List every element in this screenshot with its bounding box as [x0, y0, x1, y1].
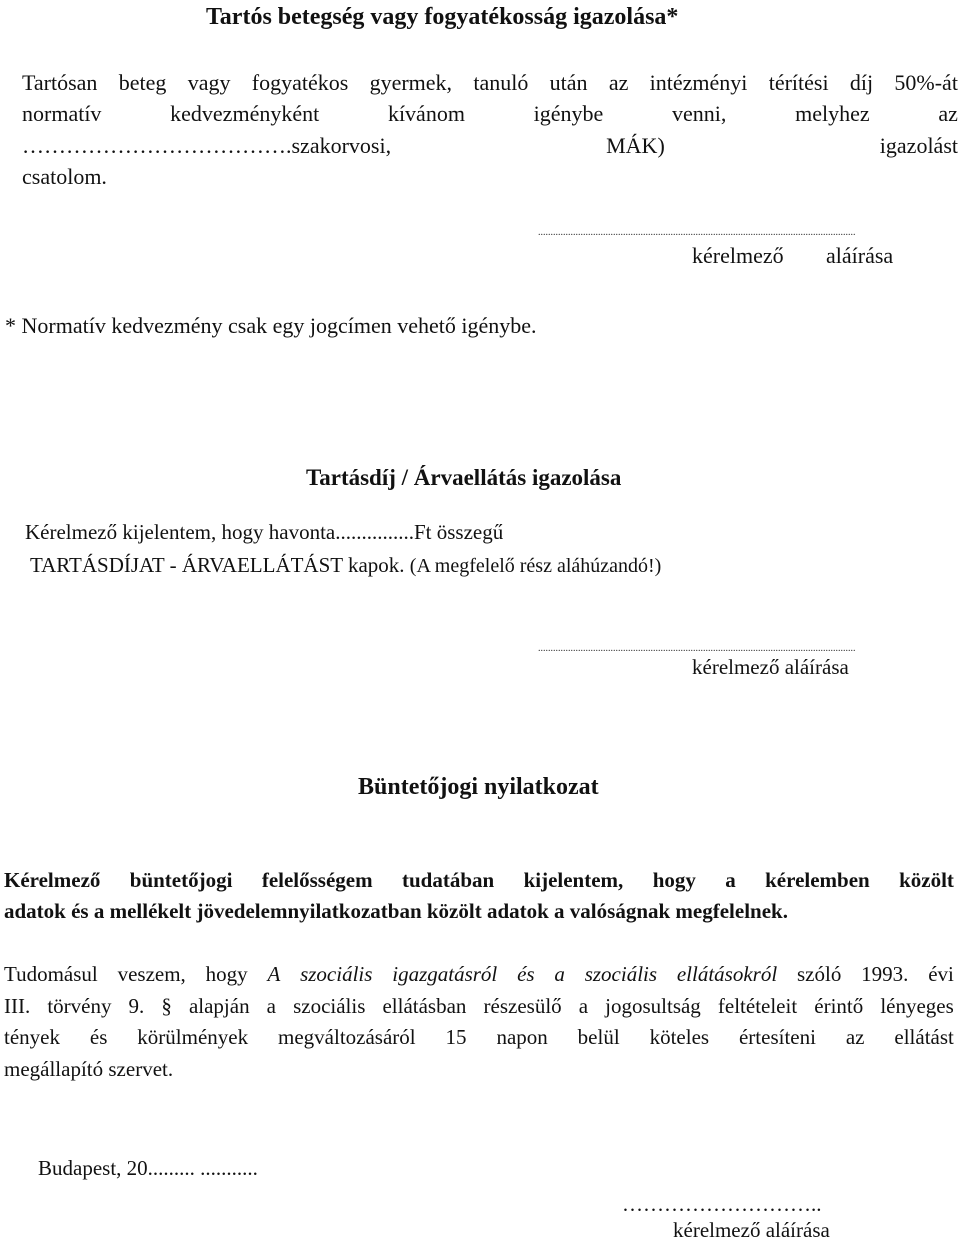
word: igazolást [879, 133, 958, 158]
signature-label-2: kérelmező aláírása [692, 655, 849, 679]
word: az [608, 70, 629, 95]
word: a [725, 868, 736, 892]
word: normatív [22, 101, 102, 126]
word: kedvezményként [170, 101, 320, 126]
footnote: * Normatív kedvezmény csak egy jogcímen vehető igénybe. [5, 313, 537, 338]
place-and-date: Budapest, 20......... ........... [38, 1156, 258, 1180]
signature-line-1: ............................................................................................................................... [538, 227, 856, 238]
section2-line2-text-a: TARTÁSDÍJAT - ÁRVAELLÁTÁST kapok. [30, 553, 405, 577]
section2-line1-dots: ............... [335, 520, 414, 544]
word: tanuló [473, 70, 529, 95]
word: beteg [118, 70, 167, 95]
word: Tudomásul [4, 962, 98, 986]
word: díj [849, 70, 874, 95]
section2-line1-text-b: Ft összegű [413, 520, 504, 544]
section3-para-line1 [4, 962, 954, 987]
word: 1993. [861, 962, 909, 986]
section2-line2 [30, 553, 661, 578]
word: ellátásokról [676, 962, 778, 986]
word: melyhez [795, 101, 870, 126]
word: A [267, 962, 281, 986]
word: feltételeit [717, 994, 798, 1018]
section1-line3 [22, 133, 958, 159]
word: évi [928, 962, 954, 986]
section3-para-line2 [4, 994, 954, 1019]
word: MÁK) [606, 133, 665, 158]
section3-bold-line2: adatok és a mellékelt jövedelemnyilatkozatban közölt adatok a valóságnak megfelelnek. [4, 899, 788, 923]
word: térítési [768, 70, 829, 95]
word: intézményi [649, 70, 748, 95]
section3-title: Büntetőjogi nyilatkozat [358, 774, 599, 800]
signature-line-2: ............................................................................................................................... [538, 643, 856, 654]
section3-bold-line1 [4, 868, 954, 893]
word: a [266, 994, 276, 1018]
word: lényeges [880, 994, 954, 1018]
word: veszem, [117, 962, 186, 986]
word: Kérelmező [4, 868, 101, 892]
section1-line1 [22, 70, 958, 96]
signature-line-3: ……………………….. [622, 1192, 822, 1216]
word: közölt [899, 868, 954, 892]
word: 50%-át [894, 70, 958, 95]
word: gyermek, [369, 70, 453, 95]
signature-label-1b: aláírása [826, 243, 894, 268]
section3-para-line4: megállapító szervet. [4, 1057, 174, 1081]
word: igénybe [533, 101, 604, 126]
word: belül [577, 1025, 620, 1049]
word: kívánom [387, 101, 465, 126]
word: vagy [187, 70, 231, 95]
word: köteles [649, 1025, 710, 1049]
word: felelősségem [261, 868, 373, 892]
section2-line1-text-a: Kérelmező kijelentem, hogy havonta [25, 520, 336, 544]
word: körülmények [137, 1025, 249, 1049]
section2-line2-text-b: (A megfelelő rész aláhúzandó!) [409, 555, 662, 577]
section3-para-line3 [4, 1025, 954, 1050]
word: napon [496, 1025, 548, 1049]
word: tudatában [402, 868, 495, 892]
section2-line1 [25, 520, 503, 545]
word: szociális [584, 962, 658, 986]
word: érintő [814, 994, 864, 1018]
word: a [554, 962, 565, 986]
section1-title: Tartós betegség vagy fogyatékosság igazolása* [206, 4, 679, 30]
word: ……………………………….szakorvosi, [22, 133, 392, 158]
word: részesülő [483, 994, 562, 1018]
word: és [517, 962, 535, 986]
word: szociális [300, 962, 373, 986]
section1-line4: csatolom. [22, 164, 107, 189]
word: 9. [128, 994, 145, 1018]
word: értesíteni [738, 1025, 816, 1049]
section1-line2 [22, 101, 958, 127]
signature-label-1a: kérelmező [692, 243, 784, 268]
word: hogy [652, 868, 696, 892]
word: jogosultság [605, 994, 701, 1018]
word: tények [4, 1025, 60, 1049]
word: törvény [47, 994, 112, 1018]
word: az [845, 1025, 865, 1049]
word: után [549, 70, 588, 95]
word: megváltozásáról [278, 1025, 416, 1049]
signature-label-3: kérelmező aláírása [673, 1218, 830, 1242]
word: § [161, 994, 172, 1018]
word: ellátást [894, 1025, 954, 1049]
word: és [89, 1025, 108, 1049]
word: Tartósan [22, 70, 98, 95]
word: kérelemben [765, 868, 870, 892]
word: alapján [188, 994, 250, 1018]
word: fogyatékos [251, 70, 349, 95]
word: kijelentem, [523, 868, 624, 892]
word: ellátásban [382, 994, 467, 1018]
section2-title: Tartásdíj / Árvaellátás igazolása [306, 465, 622, 490]
word: szociális [293, 994, 366, 1018]
word: igazgatásról [392, 962, 498, 986]
word: büntetőjogi [129, 868, 233, 892]
word: szóló [797, 962, 842, 986]
word: venni, [672, 101, 727, 126]
word: hogy [205, 962, 248, 986]
word: III. [4, 994, 31, 1018]
word: 15 [445, 1025, 467, 1049]
word: az [938, 101, 958, 126]
word: a [578, 994, 589, 1018]
